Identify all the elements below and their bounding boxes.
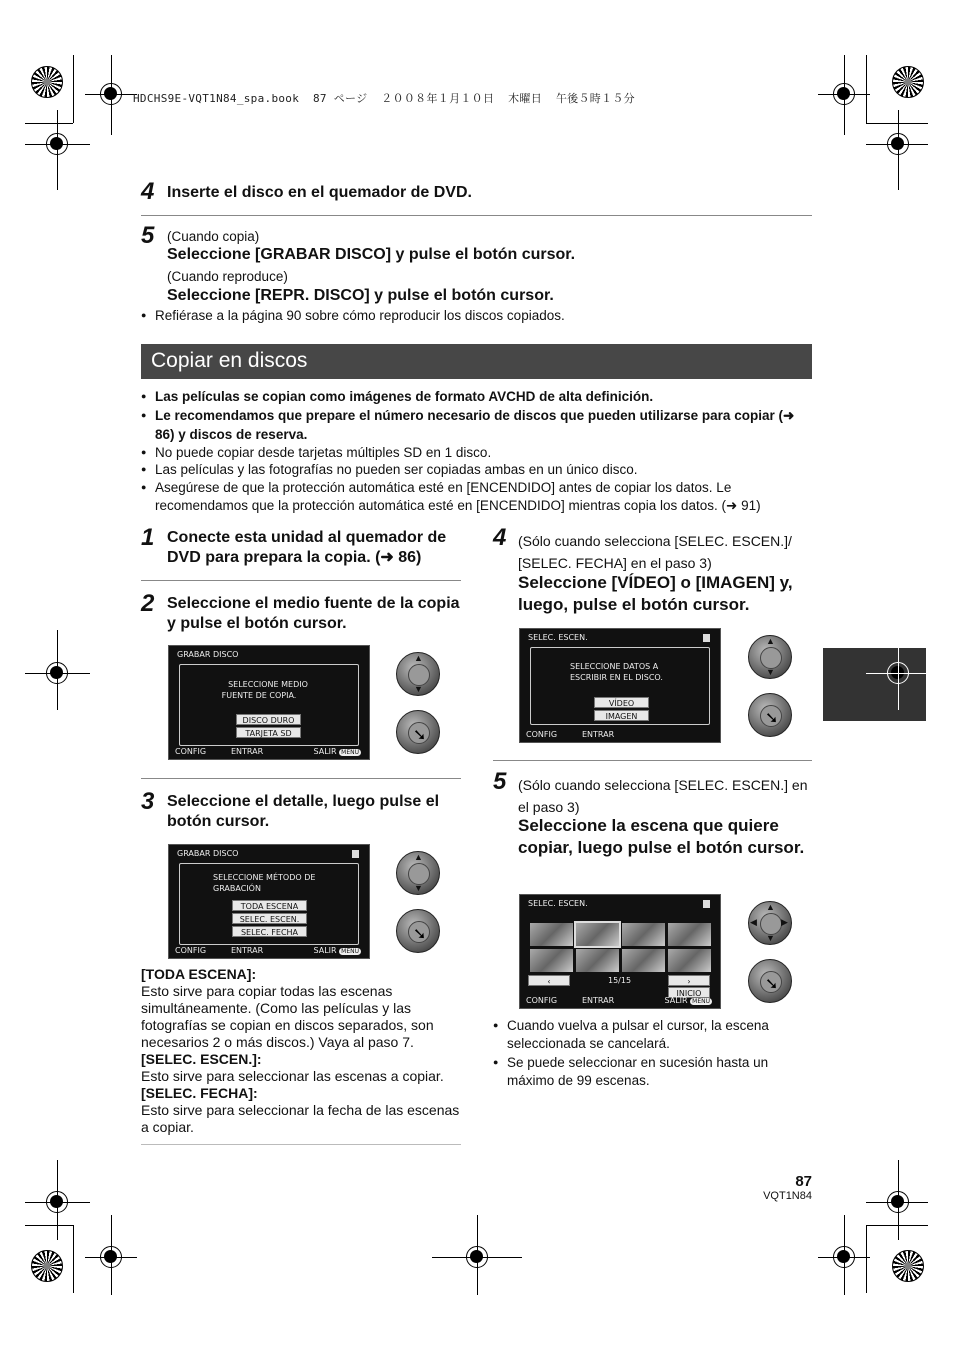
bullet-item: ● Asegúrese de que la protección automática esté en [ENCENDIDO] antes de copiar los datos. Le recomendamos que la protección automática esté en [ENCENDIDO] mientras copia los datos. (➜ 91): [141, 479, 823, 514]
screen-exit: [314, 747, 361, 756]
crop-line: [25, 144, 90, 145]
divider: [141, 215, 812, 216]
bullet-item: ● Las películas y las fotografías no pueden ser copiadas ambas en un único disco.: [141, 461, 815, 479]
cursor-button-icon: ▲ ▼: [396, 851, 440, 895]
menu-icon: MENU: [692, 998, 710, 1005]
camera-screen: [168, 844, 370, 959]
crop-line: [866, 1202, 928, 1203]
cursor-press-icon: ➘: [748, 959, 792, 1003]
card-icon: [703, 900, 710, 908]
crop-line: [818, 1257, 870, 1258]
step-text: Seleccione [GRABAR DISCO] y pulse el botón cursor.: [167, 246, 576, 263]
screen-title: SELEC. ESCEN.: [528, 633, 588, 642]
scene-thumbnail[interactable]: [668, 923, 711, 946]
crop-line: [57, 1160, 58, 1240]
cursor-press-icon: ➘: [748, 693, 792, 737]
crop-line: [25, 123, 73, 124]
crop-line: [866, 673, 928, 674]
crop-line: [25, 1202, 90, 1203]
desc-body: Esto sirve para seleccionar las escenas a copiar.: [141, 1068, 444, 1084]
doc-code: VQT1N84: [763, 1190, 812, 1202]
color-wheel-mark: [892, 66, 924, 98]
step-number: 4: [141, 178, 155, 205]
bullet-item: ● Le recomendamos que prepare el número necesario de discos que pueden utilizarse para copiar (➜ 86) y discos de reserva.: [141, 406, 815, 444]
crop-line: [73, 55, 74, 123]
step-number: 2: [141, 590, 155, 617]
screen-enter: ENTRAR: [582, 996, 615, 1005]
print-header: HDCHS9E-VQT1N84_spa.book 87 ページ ２００８年１月１０日 木曜日 午後５時１５分: [133, 92, 635, 105]
crop-line: [866, 55, 867, 123]
bullet-item: ● Se puede seleccionar en sucesión hasta un máximo de 99 escenas.: [493, 1054, 807, 1089]
screen-enter: ENTRAR: [582, 730, 615, 739]
crop-line: [25, 1225, 73, 1226]
bullet-item: ● No puede copiar desde tarjetas múltiples SD en 1 disco.: [141, 444, 815, 462]
scene-thumbnail[interactable]: [576, 923, 619, 946]
camera-screen: [519, 628, 721, 743]
bullet-item: ● Las películas se copian como imágenes de formato AVCHD de alta definición.: [141, 388, 815, 406]
crop-line: [477, 1215, 478, 1295]
menu-option-video[interactable]: VÍDEO: [594, 697, 649, 708]
color-wheel-mark: [892, 1250, 924, 1282]
screen-config: CONFIG: [175, 747, 207, 756]
scene-thumbnail[interactable]: [622, 949, 665, 972]
menu-option-disco-duro[interactable]: DISCO DURO: [236, 714, 301, 725]
menu-option-imagen[interactable]: IMAGEN: [594, 710, 649, 721]
crop-line: [73, 1225, 74, 1293]
scene-thumbnail[interactable]: [668, 949, 711, 972]
option-description-list: [141, 966, 463, 1136]
crop-line: [111, 55, 112, 135]
crop-line: [844, 1215, 845, 1295]
step-text: Seleccione [REPR. DISCO] y pulse el botón cursor.: [167, 287, 554, 304]
divider: [141, 778, 461, 779]
step-note: (Sólo cuando selecciona [SELEC. ESCEN.]/ [SELEC. FECHA] en el paso 3): [518, 533, 792, 571]
scene-counter: 15/15: [608, 976, 632, 985]
crop-line: [844, 55, 845, 135]
bullet-item: ● Refiérase a la página 90 sobre cómo reproducir los discos copiados.: [141, 307, 815, 325]
cursor-button-4way-icon: ▲ ▼ ◀ ▶: [748, 901, 792, 945]
exit-label: SALIR: [664, 996, 688, 1005]
step-text: Seleccione el detalle, luego pulse el botón cursor.: [167, 793, 440, 830]
color-wheel-mark: [31, 1250, 63, 1282]
step-note: (Cuando reproduce): [167, 269, 288, 284]
prev-page-button[interactable]: ‹: [528, 975, 570, 986]
desc-body: Esto sirve para seleccionar la fecha de las escenas a copiar.: [141, 1102, 460, 1135]
menu-icon: MENU: [341, 749, 359, 756]
menu-icon: MENU: [341, 948, 359, 955]
crop-line: [866, 1225, 928, 1226]
scene-thumbnail[interactable]: [530, 923, 573, 946]
screen-message: SELECCIONE MEDIO: [228, 680, 308, 689]
step-number: 5: [493, 768, 507, 795]
cursor-button-icon: ▲ ▼: [748, 635, 792, 679]
screen-config: CONFIG: [526, 996, 558, 1005]
step-number: 3: [141, 788, 155, 815]
menu-option-tarjeta-sd[interactable]: TARJETA SD: [236, 727, 301, 738]
crop-line: [866, 144, 928, 145]
screen-enter: ENTRAR: [231, 747, 264, 756]
crop-line: [866, 123, 928, 124]
desc-head: [TODA ESCENA]:: [141, 966, 257, 982]
screen-message: FUENTE DE COPIA.: [221, 691, 297, 700]
step-text: Seleccione la escena que quiere copiar, luego pulse el botón cursor.: [518, 816, 805, 857]
bullet-item: ● Cuando vuelva a pulsar el cursor, la escena seleccionada se cancelará.: [493, 1017, 807, 1052]
step-number: 1: [141, 524, 155, 551]
screen-message: SELECCIONE DATOS A: [570, 662, 659, 671]
section-title: Copiar en discos: [151, 349, 308, 372]
crop-line: [898, 110, 899, 190]
screen-title: GRABAR DISCO: [177, 849, 239, 858]
crop-line: [57, 630, 58, 710]
cursor-press-icon: ➘: [396, 710, 440, 754]
step-note: (Sólo cuando selecciona [SELEC. ESCEN.] en el paso 3): [518, 777, 808, 815]
next-page-button[interactable]: ›: [668, 975, 710, 986]
step-note: (Cuando copia): [167, 229, 260, 244]
crop-line: [25, 673, 90, 674]
screen-exit: [665, 996, 712, 1005]
side-tab: [823, 648, 926, 721]
start-button[interactable]: INICIO: [668, 987, 710, 998]
screen-title: SELEC. ESCEN.: [528, 899, 588, 908]
color-wheel-mark: [31, 66, 63, 98]
crop-line: [111, 1215, 112, 1295]
exit-label: SALIR: [313, 946, 337, 955]
cursor-press-icon: ➘: [396, 909, 440, 953]
cursor-button-icon: ▲ ▼: [396, 652, 440, 696]
camera-screen: [168, 645, 370, 760]
menu-option-toda-escena[interactable]: TODA ESCENA: [232, 900, 307, 911]
crop-line: [866, 1225, 867, 1293]
scene-thumbnail[interactable]: [622, 923, 665, 946]
page-number: 87: [795, 1173, 812, 1190]
divider: [141, 1144, 461, 1145]
screen-message: SELECCIONE MÉTODO DE: [213, 873, 316, 882]
screen-title: GRABAR DISCO: [177, 650, 239, 659]
menu-option-selec-escen[interactable]: SELEC. ESCEN.: [232, 913, 307, 924]
card-icon: [703, 634, 710, 642]
step-text: Seleccione el medio fuente de la copia y pulse el botón cursor.: [167, 595, 460, 632]
desc-body: Esto sirve para copiar todas las escenas simultáneamente. (Como las películas y las fotografías se copian en discos separados, son necesarios 2 o más discos.) Vaya al paso 7.: [141, 983, 434, 1050]
crop-line: [898, 1160, 899, 1240]
step-text: Conecte esta unidad al quemador de DVD para prepara la copia. (➜ 86): [167, 529, 447, 566]
screen-exit: [314, 946, 361, 955]
screen-config: CONFIG: [175, 946, 207, 955]
desc-head: [SELEC. FECHA]:: [141, 1085, 258, 1101]
screen-config: CONFIG: [526, 730, 558, 739]
screen-message: GRABACIÓN: [213, 884, 261, 893]
divider: [493, 760, 812, 761]
camera-screen: [519, 894, 721, 1009]
menu-option-selec-fecha[interactable]: SELEC. FECHA: [232, 926, 307, 937]
step-number: 5: [141, 222, 155, 249]
desc-head: [SELEC. ESCEN.]:: [141, 1051, 262, 1067]
crop-line: [898, 630, 899, 710]
exit-label: SALIR: [313, 747, 337, 756]
crop-line: [85, 94, 137, 95]
step-text: Seleccione [VÍDEO] o [IMAGEN] y, luego, pulse el botón cursor.: [518, 573, 793, 614]
divider: [141, 580, 461, 581]
screen-enter: ENTRAR: [231, 946, 264, 955]
crop-line: [432, 1257, 522, 1258]
scene-thumbnail[interactable]: [576, 949, 619, 972]
step-number: 4: [493, 524, 507, 551]
step-text: Inserte el disco en el quemador de DVD.: [167, 184, 472, 201]
crop-line: [57, 110, 58, 190]
crop-line: [818, 94, 870, 95]
screen-message: ESCRIBIR EN EL DISCO.: [570, 673, 663, 682]
card-icon: [352, 850, 359, 858]
crop-line: [85, 1257, 137, 1258]
scene-thumbnail[interactable]: [530, 949, 573, 972]
